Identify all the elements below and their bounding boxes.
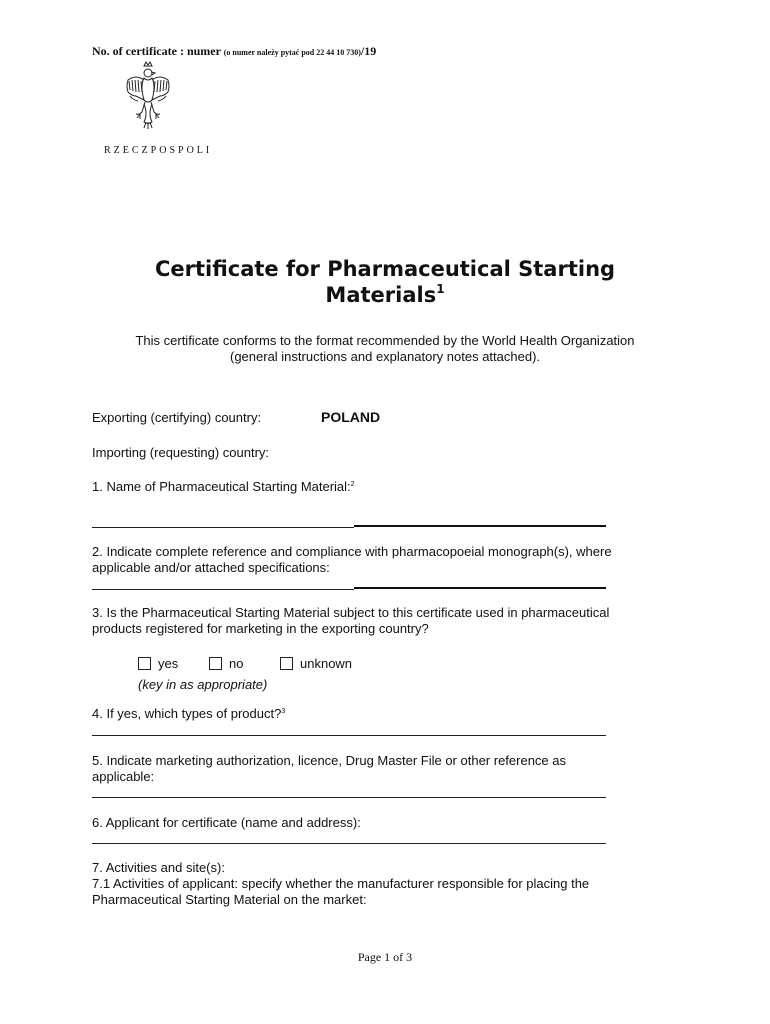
question-3-line-1: 3. Is the Pharmaceutical Starting Material subject to this certificate used in pharmaceutical: [92, 605, 610, 620]
question-6: 6. Applicant for certificate (name and address):: [92, 815, 361, 830]
question-5-line-2: applicable:: [92, 769, 155, 784]
answer-line-1[interactable]: [92, 527, 354, 528]
certificate-number-note: (o numer należy pytać pod 22 44 10 730): [223, 48, 361, 57]
certificate-number-suffix: /19: [360, 44, 377, 58]
answer-line-2-heavy: [354, 587, 606, 589]
question-1-text: 1. Name of Pharmaceutical Starting Material:: [92, 479, 351, 494]
title-line-1: Certificate for Pharmaceutical Starting: [154, 257, 616, 281]
polish-eagle-emblem-icon: [124, 60, 172, 134]
checkbox-yes[interactable]: [138, 657, 151, 670]
question-4-footnote: 3: [281, 708, 286, 715]
certificate-number-line: [92, 44, 376, 59]
checkbox-unknown-label: unknown: [300, 656, 353, 671]
question-1: [92, 479, 355, 495]
question-7-line-3: Pharmaceutical Starting Material on the market:: [92, 892, 367, 907]
question-3-line-2: products registered for marketing in the exporting country?: [92, 621, 429, 636]
certificate-number-label: No. of certificate : numer: [92, 44, 221, 58]
question-4: [92, 706, 285, 722]
question-2-line-1: 2. Indicate complete reference and compliance with pharmacopoeial monograph(s), where: [92, 544, 612, 559]
subtitle-line-2: (general instructions and explanatory notes attached).: [229, 349, 541, 364]
exporting-country-label: Exporting (certifying) country:: [92, 410, 262, 425]
checkbox-no-label: no: [229, 656, 244, 671]
answer-line-2[interactable]: [92, 589, 354, 590]
question-7-line-2: 7.1 Activities of applicant: specify whether the manufacturer responsible for placing the: [92, 876, 590, 891]
checkbox-no[interactable]: [209, 657, 222, 670]
question-4-text: 4. If yes, which types of product?: [92, 706, 282, 721]
exporting-country-value: POLAND: [321, 409, 381, 425]
question-5-line-1: 5. Indicate marketing authorization, licence, Drug Master File or other reference as: [92, 753, 567, 768]
importing-country-label: Importing (requesting) country:: [92, 445, 270, 460]
question-3-hint: (key in as appropriate): [138, 677, 268, 692]
answer-line-4[interactable]: [92, 735, 606, 736]
page-title-line-2: [92, 282, 678, 308]
page-number: Page 1 of 3: [357, 950, 413, 964]
emblem-caption: RZECZPOSPOLI: [104, 145, 213, 156]
question-2-line-2: applicable and/or attached specifications:: [92, 560, 330, 575]
question-1-footnote: 2: [350, 481, 355, 488]
title-footnote: 1: [436, 282, 445, 296]
subtitle-line-1: This certificate conforms to the format recommended by the World Health Organization: [135, 333, 635, 348]
title-line-2: Materials: [325, 283, 437, 307]
answer-line-6[interactable]: [92, 843, 606, 844]
question-7-line-1: 7. Activities and site(s):: [92, 860, 225, 875]
checkbox-yes-label: yes: [158, 656, 179, 671]
answer-line-1-heavy: [354, 525, 606, 527]
answer-line-5[interactable]: [92, 797, 606, 798]
checkbox-unknown[interactable]: [280, 657, 293, 670]
page-title: [92, 256, 678, 282]
